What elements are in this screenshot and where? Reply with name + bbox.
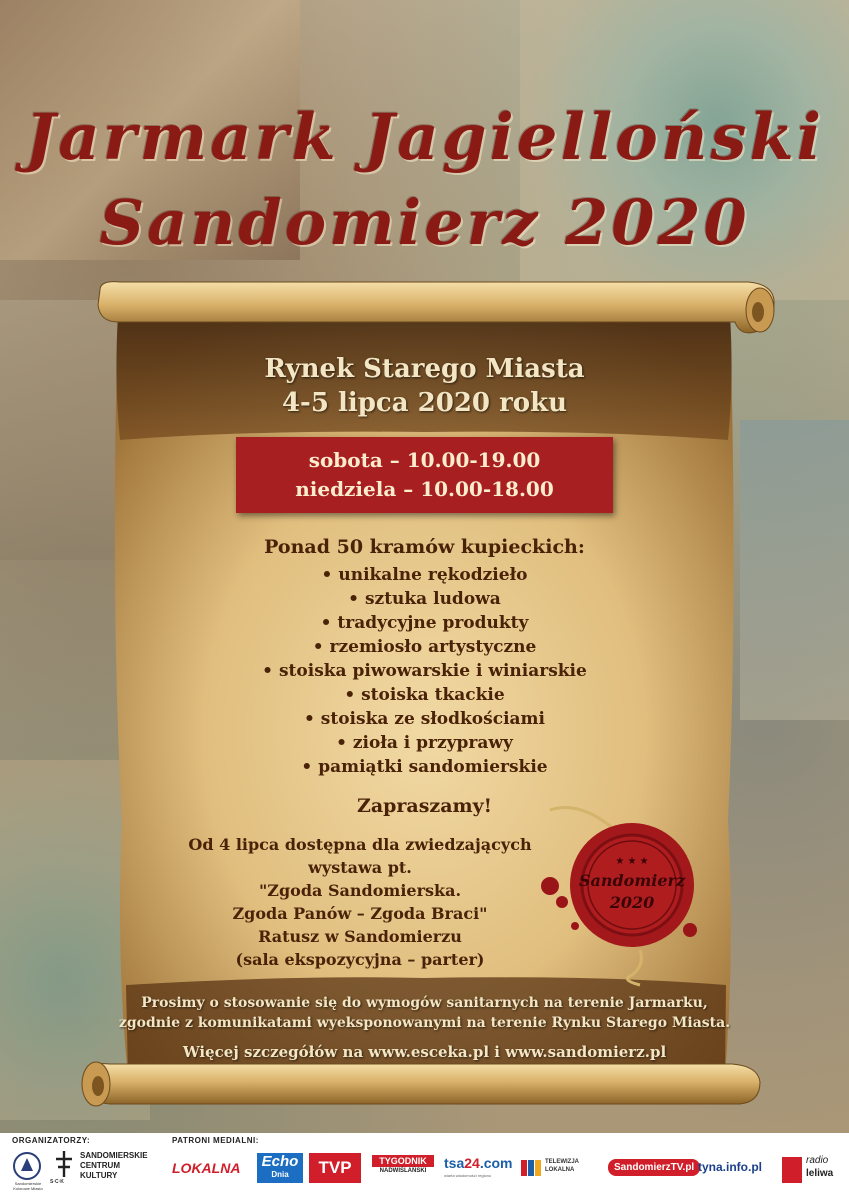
seal-stars: ★ ★ ★ (615, 856, 649, 867)
hours-saturday: sobota – 10.00-19.00 (308, 448, 541, 472)
echo-dnia-logo (257, 1153, 303, 1183)
dnia-text: Dnia (271, 1170, 289, 1179)
telewizja-lokalna-icon (520, 1157, 542, 1179)
opening-hours-box (236, 437, 613, 513)
exhibition-line: (sala ekspozycyjna – parter) (235, 950, 485, 969)
stall-item-label: tradycyjne produkty (337, 613, 529, 633)
exhibition-line: "Zgoda Sandomierska. (258, 881, 462, 900)
sck-line-1: SANDOMIERSKIE (80, 1151, 148, 1160)
leliwa-text: leliwa (806, 1168, 834, 1179)
invite-text: Zapraszamy! (356, 795, 493, 817)
tsa24-tagline: wiarta wiadomości regionu (444, 1173, 492, 1178)
stall-list-item (0, 685, 849, 705)
exhibition-line: wystawa pt. (308, 858, 412, 877)
exhibition-line: Zgoda Panów – Zgoda Braci" (232, 904, 488, 923)
stall-list-item (0, 613, 849, 633)
stall-list-item (0, 709, 849, 729)
tygodnik-nadwislanski-logo (372, 1155, 434, 1176)
sandomierz-tv-logo: SandomierzTV.pl (608, 1159, 700, 1176)
bullet-icon: • (336, 733, 347, 753)
stall-list-item (0, 661, 849, 681)
notice-line-2: zgodnie z komunikatami wyeksponowanymi na terenie Rynku Starego Miasta. (118, 1015, 731, 1031)
exhibition-line: Od 4 lipca dostępna dla zwiedzających (188, 835, 532, 854)
lokalna-tv-text: LOKALNA (545, 1167, 575, 1173)
title-line-1: Jarmark Jagielloński (24, 100, 825, 175)
venue-date: 4-5 lipca 2020 roku (281, 388, 568, 418)
echo-text: Echo (261, 1153, 299, 1170)
nadwislanski-text: NADWIŚLAŃSKI (379, 1168, 427, 1174)
stall-item-label: unikalne rękodzieło (338, 565, 528, 585)
notice-line-1: Prosimy o stosowanie się do wymogów sanitarnych na terenie Jarmarku, (141, 995, 708, 1011)
stall-list-item (0, 733, 849, 753)
footer (0, 1133, 849, 1200)
stall-item-label: stoiska piwowarskie i winiarskie (278, 661, 587, 681)
seal-name: Sandomierz (578, 871, 686, 890)
tsa-text: tsa (444, 1155, 465, 1171)
stall-item-label: zioła i przyprawy (352, 733, 513, 753)
tsa-com: .com (479, 1155, 513, 1171)
museum-crest-logo (12, 1151, 42, 1181)
bullet-icon: • (301, 757, 313, 777)
bullet-icon: • (320, 613, 332, 633)
wax-seal (520, 790, 710, 990)
more-info-text: Więcej szczegółów na www.esceka.pl i www.sandomierz.pl (182, 1043, 667, 1061)
stall-list-item (0, 589, 849, 609)
lokalna-logo: LOKALNA (172, 1160, 241, 1176)
tygodnik-text: TYGODNIK (372, 1155, 434, 1167)
bullet-icon: • (304, 709, 315, 729)
stall-item-label: stoiska ze słodkościami (320, 709, 545, 729)
tyna-info-logo: tyna.info.pl (698, 1160, 762, 1174)
sck-line-2: CENTRUM (80, 1161, 120, 1170)
sck-letters: S·C·K (50, 1179, 64, 1185)
stall-item-label: sztuka ludowa (364, 589, 501, 609)
museum-caption: Sandomierskie Kolorowe Miasto (13, 1181, 43, 1191)
telewizja-text: TELEWIZJA (545, 1159, 579, 1165)
hours-sunday: niedziela – 10.00-18.00 (295, 477, 554, 501)
tvp-logo: TVP (309, 1153, 361, 1183)
seal-year: 2020 (609, 893, 655, 912)
bullet-icon: • (312, 637, 324, 657)
radio-text: radio (806, 1155, 829, 1166)
stall-item-label: stoiska tkackie (361, 685, 505, 705)
bullet-icon: • (348, 589, 360, 609)
bullet-icon: • (262, 661, 274, 681)
title-line-2: Sandomierz 2020 (99, 186, 750, 259)
sck-name-logo (80, 1151, 148, 1181)
bullet-icon: • (321, 565, 333, 585)
radio-leliwa-icon (782, 1157, 802, 1183)
stall-list-item (0, 757, 849, 777)
stall-item-label: rzemiosło artystyczne (329, 637, 537, 657)
stall-list-item (0, 637, 849, 657)
telewizja-lokalna-logo (545, 1158, 579, 1174)
bullet-icon: • (344, 685, 356, 705)
sck-emblem-logo (52, 1149, 76, 1179)
exhibition-line: Ratusz w Sandomierzu (258, 927, 462, 946)
organizers-label: ORGANIZATORZY: (12, 1136, 91, 1145)
stall-list-item (0, 565, 849, 585)
stalls-intro: Ponad 50 kramów kupieckich: (264, 536, 585, 558)
radio-leliwa-logo (806, 1154, 833, 1180)
tsa-num: 24 (464, 1155, 480, 1171)
sck-line-3: KULTURY (80, 1171, 118, 1180)
stall-item-label: pamiątki sandomierskie (318, 757, 548, 777)
patrons-label: PATRONI MEDIALNI: (172, 1136, 259, 1145)
tsa24-logo (444, 1155, 513, 1171)
venue-place: Rynek Starego Miasta (264, 354, 585, 384)
venue (0, 352, 849, 420)
